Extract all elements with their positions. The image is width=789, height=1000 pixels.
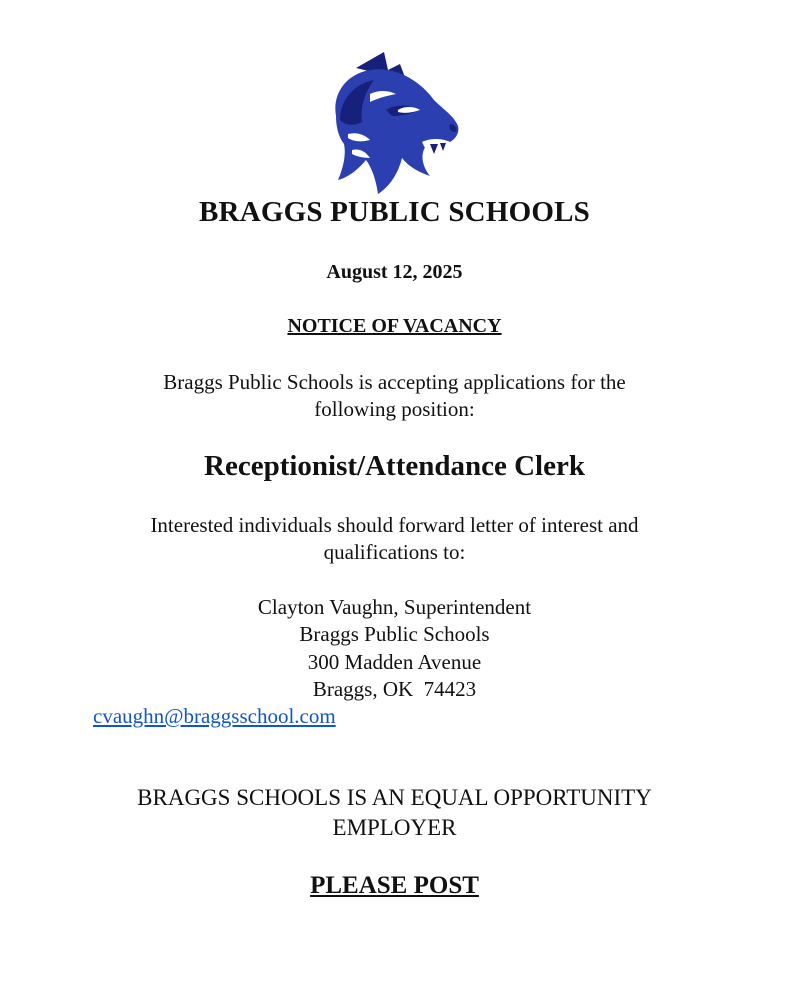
intro-text-line-1: Braggs Public Schools is accepting applications for the	[163, 370, 626, 394]
contact-organization: Braggs Public Schools	[299, 622, 490, 646]
school-name-heading: BRAGGS PUBLIC SCHOOLS	[199, 196, 590, 228]
equal-opportunity-line-2: EMPLOYER	[332, 815, 457, 840]
contact-email-link[interactable]: cvaughn@braggsschool.com	[93, 704, 336, 728]
position-title: Receptionist/Attendance Clerk	[204, 450, 585, 482]
wildcat-logo	[326, 50, 462, 196]
notice-title: NOTICE OF VACANCY	[287, 315, 502, 337]
notice-date: August 12, 2025	[326, 261, 463, 283]
forward-instructions-line-2: qualifications to:	[323, 540, 466, 564]
forward-instructions-line-1: Interested individuals should forward letter of interest and	[150, 513, 639, 537]
please-post-notice: PLEASE POST	[310, 872, 479, 899]
contact-name-title: Clayton Vaughn, Superintendent	[257, 595, 532, 619]
contact-city-state-zip: Braggs, OK 74423	[312, 677, 477, 701]
equal-opportunity-line-1: BRAGGS SCHOOLS IS AN EQUAL OPPORTUNITY	[137, 785, 652, 810]
intro-text-line-2: following position:	[314, 397, 475, 421]
contact-street: 300 Madden Avenue	[307, 650, 482, 674]
